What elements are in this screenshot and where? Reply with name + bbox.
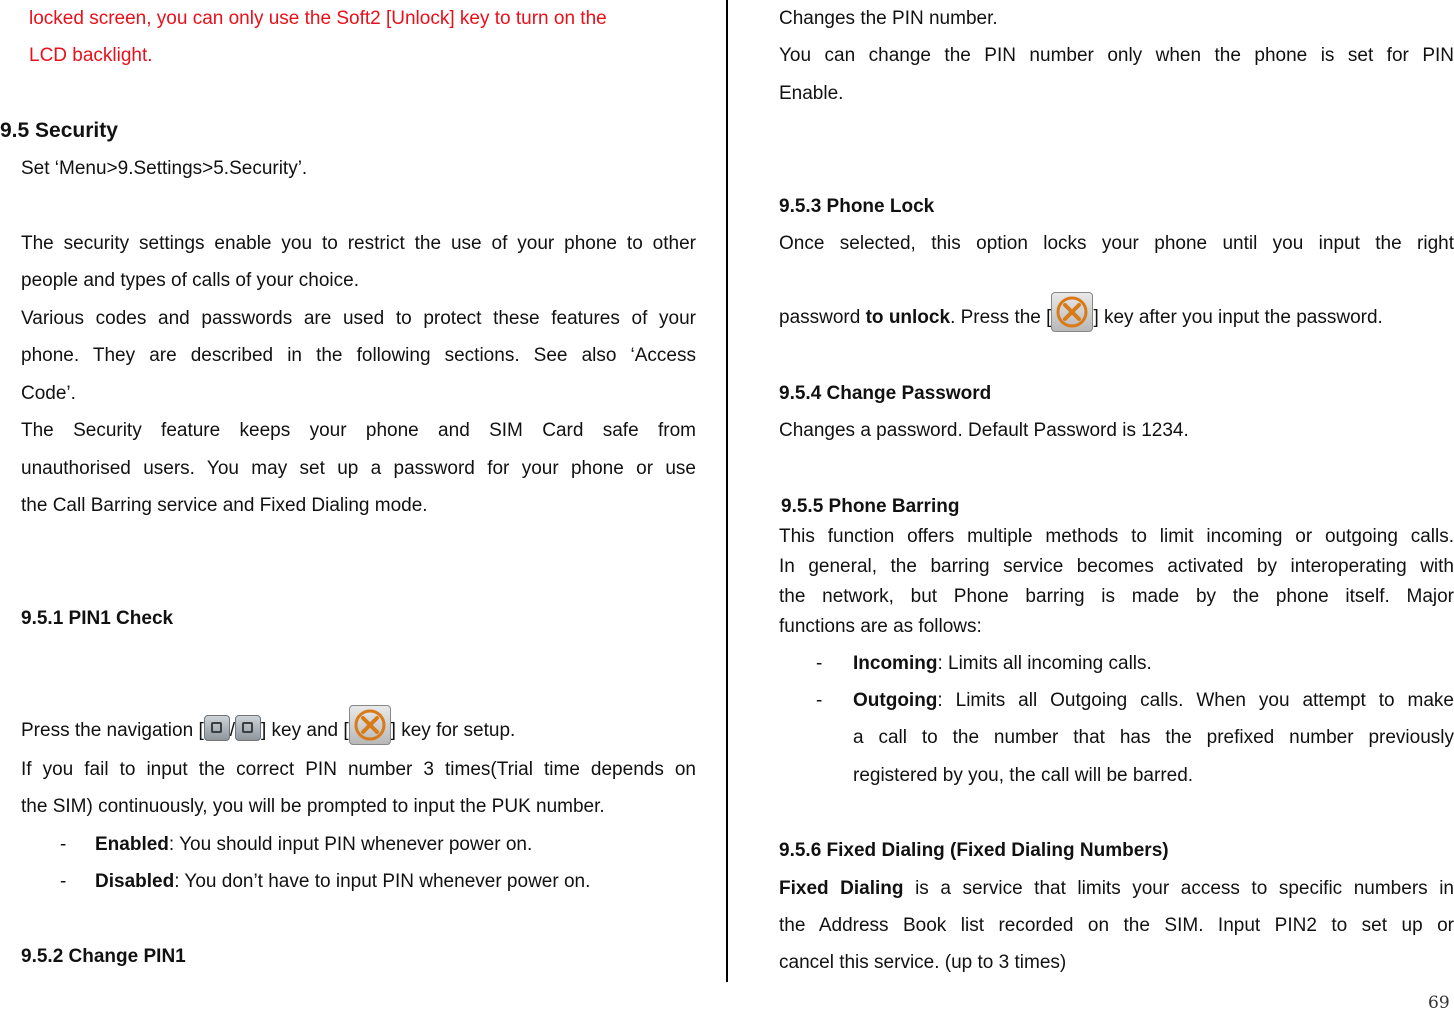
heading-9-5-5: 9.5.5 Phone Barring: [781, 496, 960, 517]
fixed-dialing-line-2: the Address Book list recorded on the SIM. Input PIN2 to set up or: [779, 915, 1454, 936]
pin-line-3: Enable.: [779, 83, 844, 104]
outgoing-line-2: a call to the number that has the prefixed number previously: [853, 727, 1454, 748]
fixed-dialing-line-1: [779, 878, 1454, 900]
disabled-label: Disabled: [95, 871, 175, 892]
lock-line-2: [779, 298, 1383, 338]
para1-line2: people and types of calls of your choice.: [21, 270, 359, 291]
para3-line3: the Call Barring service and Fixed Dialing mode.: [21, 495, 428, 516]
navigation-key-line: [21, 711, 515, 751]
disabled-item: [95, 871, 590, 893]
lock-text-c: . Press the [: [950, 307, 1052, 329]
fixed-dialing-label: Fixed Dialing: [779, 878, 904, 899]
incoming-label: Incoming: [853, 653, 938, 674]
intro-line-2: LCD backlight.: [29, 45, 153, 66]
fixed-dialing-line-3: cancel this service. (up to 3 times): [779, 952, 1067, 973]
barring-line-3: the network, but Phone barring is made by the phone itself. Major: [779, 586, 1454, 607]
fixed-dialing-text: is a service that limits your access to specific numbers in: [903, 878, 1454, 899]
incoming-item: [853, 653, 1152, 675]
nav-slash: /: [229, 720, 235, 742]
column-divider: [726, 0, 728, 982]
para2-line1: Various codes and passwords are used to protect these features of your: [21, 308, 696, 329]
outgoing-text: : Limits all Outgoing calls. When you attempt to make: [937, 690, 1454, 711]
bullet-dash: -: [60, 834, 67, 855]
lock-text-d: ] key after you input the password.: [1093, 307, 1383, 329]
para2-line2: phone. They are described in the following sections. See also ‘Access: [21, 345, 696, 366]
para1-line1: The security settings enable you to restrict the use of your phone to other: [21, 233, 696, 254]
outgoing-line-3: registered by you, the call will be barred.: [853, 765, 1194, 786]
para3-line1: The Security feature keeps your phone and SIM Card safe from: [21, 420, 696, 441]
barring-line-4: functions are as follows:: [779, 616, 982, 637]
password-line: Changes a password. Default Password is 1234.: [779, 420, 1189, 441]
lock-text-a: password: [779, 307, 866, 329]
section-title-security: 9.5 Security: [0, 119, 118, 142]
intro-line-1: locked screen, you can only use the Soft2 [Unlock] key to turn on the: [29, 8, 607, 29]
para4-line2: the SIM) continuously, you will be prompted to input the PUK number.: [21, 796, 605, 817]
pin-line-1: Changes the PIN number.: [779, 8, 998, 29]
nav-text-c: ] key for setup.: [390, 720, 516, 742]
outgoing-item: [853, 690, 1454, 712]
heading-9-5-6: 9.5.6 Fixed Dialing (Fixed Dialing Numbers): [779, 840, 1169, 861]
bullet-dash: -: [816, 653, 823, 674]
bullet-dash: -: [816, 690, 823, 711]
incoming-text: : Limits all incoming calls.: [937, 653, 1152, 674]
barring-line-1: This function offers multiple methods to limit incoming or outgoing calls.: [779, 526, 1454, 547]
heading-9-5-2: 9.5.2 Change PIN1: [21, 946, 186, 967]
outgoing-label: Outgoing: [853, 690, 938, 711]
page-number: 69: [1428, 993, 1450, 1013]
nav-down-key-icon: [235, 715, 261, 741]
ok-key-icon: [1051, 292, 1093, 332]
lock-line-1: Once selected, this option locks your phone until you input the right: [779, 233, 1454, 254]
heading-9-5-4: 9.5.4 Change Password: [779, 383, 992, 404]
nav-text-a: Press the navigation [: [21, 720, 204, 742]
bullet-dash: -: [60, 871, 67, 892]
lock-text-b: to unlock: [865, 307, 951, 329]
enabled-label: Enabled: [95, 834, 169, 855]
para3-line2: unauthorised users. You may set up a password for your phone or use: [21, 458, 696, 479]
nav-up-key-icon: [204, 715, 230, 741]
para4-line1: If you fail to input the correct PIN number 3 times(Trial time depends on: [21, 759, 696, 780]
para2-line3: Code’.: [21, 383, 76, 404]
nav-text-b: ] key and [: [261, 720, 349, 742]
enabled-text: : You should input PIN whenever power on.: [168, 834, 533, 855]
pin-line-2: You can change the PIN number only when the phone is set for PIN: [779, 45, 1454, 66]
heading-9-5-1: 9.5.1 PIN1 Check: [21, 608, 174, 629]
heading-9-5-3: 9.5.3 Phone Lock: [779, 196, 935, 217]
barring-line-2: In general, the barring service becomes activated by interoperating with: [779, 556, 1454, 577]
security-menu-path: Set ‘Menu>9.Settings>5.Security’.: [21, 158, 308, 179]
disabled-text: : You don’t have to input PIN whenever power on.: [174, 871, 591, 892]
ok-key-icon: [349, 705, 391, 745]
enabled-item: [95, 834, 532, 856]
